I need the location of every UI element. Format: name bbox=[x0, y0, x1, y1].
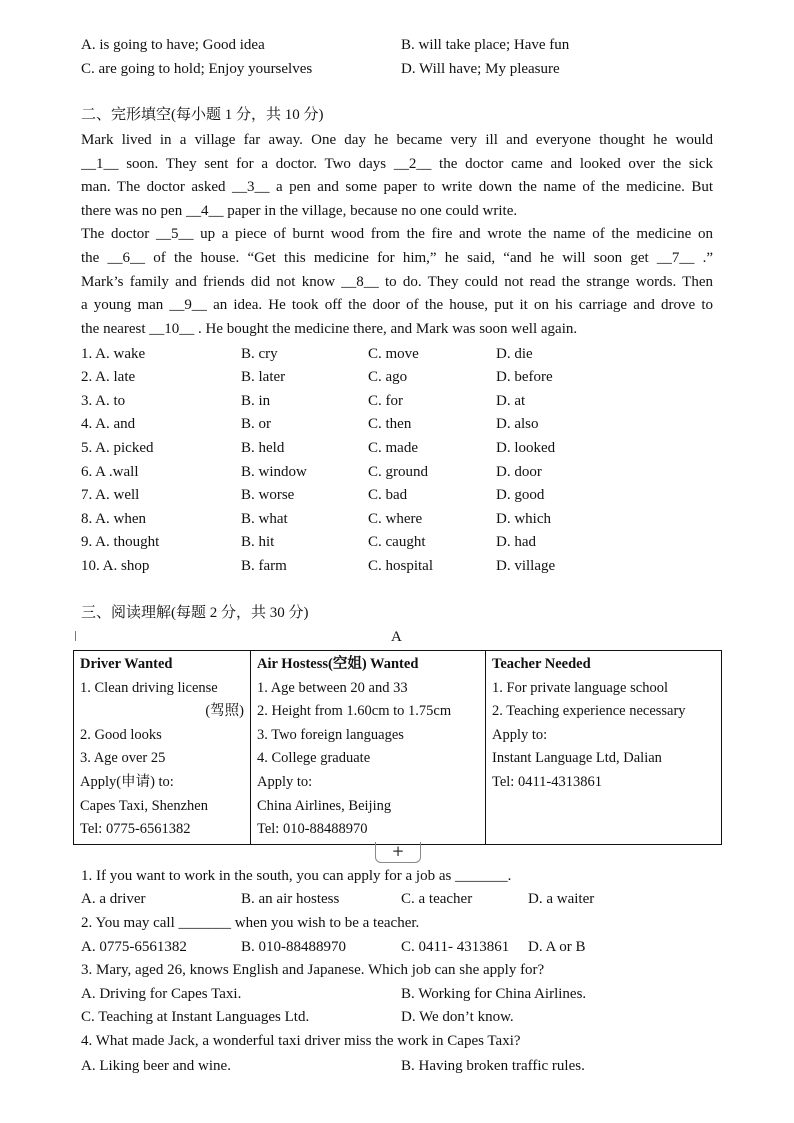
option-10a: 10. A. shop bbox=[81, 558, 150, 574]
option-9a: 9. A. thought bbox=[81, 534, 160, 550]
expand-plus-button[interactable]: + bbox=[375, 842, 421, 863]
hostess-ad-line: Apply to: bbox=[257, 773, 313, 790]
cloze-line-9: the nearest __10__ . He bought the medicine there, and Mark was soon well again. bbox=[81, 320, 578, 337]
cloze-line-6: the __6__ of the house. “Get this medicine for him,” he said, “and he will soon get __7__ .” bbox=[81, 249, 713, 266]
option-6b: B. window bbox=[241, 464, 307, 480]
question-2-option-a: A. 0775-6561382 bbox=[81, 939, 187, 955]
teacher-ad-line: Apply to: bbox=[492, 726, 548, 743]
option-4c: C. then bbox=[368, 416, 412, 432]
option-1d: D. die bbox=[496, 346, 533, 362]
option-7c: C. bad bbox=[368, 487, 408, 503]
prev-option-a: A. is going to have; Good idea bbox=[81, 37, 265, 53]
question-1-option-c: C. a teacher bbox=[401, 891, 473, 907]
question-2: 2. You may call _______ when you wish to be a teacher. bbox=[81, 915, 420, 931]
driver-ad-title: Driver Wanted bbox=[80, 656, 173, 672]
cloze-line-1: Mark lived in a village far away. One day he became very ill and everyone thought he would bbox=[81, 132, 713, 148]
cloze-passage bbox=[81, 129, 713, 341]
question-2-option-c: C. 0411- 4313861 bbox=[401, 939, 510, 955]
option-4a: 4. A. and bbox=[81, 416, 136, 432]
hostess-ad-line: 3. Two foreign languages bbox=[257, 726, 404, 743]
option-10d: D. village bbox=[496, 558, 556, 574]
question-3: 3. Mary, aged 26, knows English and Japanese. Which job can she apply for? bbox=[81, 962, 545, 978]
option-3c: C. for bbox=[368, 393, 403, 409]
question-4-option-a: A. Liking beer and wine. bbox=[81, 1058, 231, 1074]
prev-option-d: D. Will have; My pleasure bbox=[401, 61, 560, 77]
hostess-ad-phone: Tel: 010-88488970 bbox=[257, 821, 368, 838]
teacher-ad-line: 1. For private language school bbox=[492, 679, 668, 696]
option-10c: C. hospital bbox=[368, 558, 434, 574]
option-1a: 1. A. wake bbox=[81, 346, 146, 362]
question-2-option-b: B. 010-88488970 bbox=[241, 939, 346, 955]
option-9b: B. hit bbox=[241, 534, 275, 550]
question-1-option-b: B. an air hostess bbox=[241, 891, 340, 907]
option-10b: B. farm bbox=[241, 558, 287, 574]
option-4b: B. or bbox=[241, 416, 271, 432]
question-1-option-d: D. a waiter bbox=[528, 891, 595, 907]
prev-option-c: C. are going to hold; Enjoy yourselves bbox=[81, 61, 313, 77]
option-5a: 5. A. picked bbox=[81, 440, 154, 456]
job-ads-table bbox=[73, 650, 722, 845]
question-4: 4. What made Jack, a wonderful taxi driver miss the work in Capes Taxi? bbox=[81, 1033, 521, 1049]
teacher-ad-title: Teacher Needed bbox=[492, 656, 591, 672]
cloze-heading: 二、完形填空(每小题 1 分，共 10 分) bbox=[81, 107, 324, 123]
option-2a: 2. A. late bbox=[81, 369, 136, 385]
option-5d: D. looked bbox=[496, 440, 556, 456]
question-1-option-a: A. a driver bbox=[81, 891, 146, 907]
option-7d: D. good bbox=[496, 487, 545, 503]
option-3d: D. at bbox=[496, 393, 526, 409]
option-4d: D. also bbox=[496, 416, 539, 432]
driver-ad-line: (驾照) bbox=[205, 703, 244, 720]
option-8c: C. where bbox=[368, 511, 423, 527]
driver-ad-line: 1. Clean driving license bbox=[80, 679, 218, 696]
cloze-line-3: man. The doctor asked __3__ a pen and some paper to write down the name of the medicine. But bbox=[81, 179, 713, 196]
driver-ad-phone: Tel: 0775-6561382 bbox=[80, 821, 191, 838]
question-2-option-d: D. A or B bbox=[528, 939, 586, 955]
option-8b: B. what bbox=[241, 511, 288, 527]
option-3a: 3. A. to bbox=[81, 393, 126, 409]
question-3-option-d: D. We don’t know. bbox=[401, 1009, 514, 1025]
reading-heading: 三、阅读理解(每题 2 分，共 30 分) bbox=[81, 605, 309, 621]
option-5c: C. made bbox=[368, 440, 418, 456]
option-2b: B. later bbox=[241, 369, 286, 385]
hostess-ad bbox=[251, 651, 486, 845]
cloze-line-7: Mark’s family and friends did not know __8__ to do. They could not read the strange words. Then bbox=[81, 273, 713, 290]
hostess-ad-line: 2. Height from 1.60cm to 1.75cm bbox=[257, 703, 452, 720]
driver-ad-line: Capes Taxi, Shenzhen bbox=[80, 797, 208, 814]
option-2c: C. ago bbox=[368, 369, 408, 385]
question-3-option-b: B. Working for China Airlines. bbox=[401, 986, 587, 1002]
option-3b: B. in bbox=[241, 393, 271, 409]
teacher-ad-line: Instant Language Ltd, Dalian bbox=[492, 750, 662, 767]
cloze-line-5: The doctor __5__ up a piece of burnt wood from the fire and wrote the name of the medicine on bbox=[81, 226, 713, 243]
option-9d: D. had bbox=[496, 534, 536, 550]
teacher-ad bbox=[486, 651, 722, 845]
option-8d: D. which bbox=[496, 511, 551, 527]
cloze-line-2: __1__ soon. They sent for a doctor. Two days __2__ the doctor came and looked over the sick bbox=[81, 155, 713, 172]
option-8a: 8. A. when bbox=[81, 511, 146, 527]
question-3-option-c: C. Teaching at Instant Languages Ltd. bbox=[81, 1009, 310, 1025]
teacher-ad-line: 2. Teaching experience necessary bbox=[492, 703, 686, 720]
option-6c: C. ground bbox=[368, 464, 428, 480]
option-5b: B. held bbox=[241, 440, 285, 456]
hostess-ad-title: Air Hostess(空姐) Wanted bbox=[257, 656, 419, 672]
option-7b: B. worse bbox=[241, 487, 295, 503]
cloze-line-4: there was no pen __4__ paper in the village, because no one could write. bbox=[81, 202, 518, 219]
question-3-option-a: A. Driving for Capes Taxi. bbox=[81, 986, 242, 1002]
teacher-ad-phone: Tel: 0411-4313861 bbox=[492, 773, 603, 790]
passage-label: A bbox=[391, 629, 402, 645]
cloze-line-8: a young man __9__ an idea. He took off the door of the house, put it on his carriage and drove to bbox=[81, 297, 713, 314]
option-6a: 6. A .wall bbox=[81, 464, 139, 480]
question-1: 1. If you want to work in the south, you can apply for a job as _______. bbox=[81, 868, 512, 884]
hostess-ad-line: 1. Age between 20 and 33 bbox=[257, 679, 408, 696]
driver-ad-line: Apply(申请) to: bbox=[80, 773, 174, 790]
option-6d: D. door bbox=[496, 464, 542, 480]
option-1c: C. move bbox=[368, 346, 419, 362]
option-9c: C. caught bbox=[368, 534, 426, 550]
option-1b: B. cry bbox=[241, 346, 278, 362]
option-7a: 7. A. well bbox=[81, 487, 140, 503]
driver-ad-line: 2. Good looks bbox=[80, 726, 162, 743]
driver-ad-line: 3. Age over 25 bbox=[80, 750, 166, 767]
hostess-ad-line: 4. College graduate bbox=[257, 750, 371, 767]
question-4-option-b: B. Having broken traffic rules. bbox=[401, 1058, 585, 1074]
hostess-ad-line: China Airlines, Beijing bbox=[257, 797, 392, 814]
option-2d: D. before bbox=[496, 369, 553, 385]
driver-ad bbox=[74, 651, 251, 845]
prev-option-b: B. will take place; Have fun bbox=[401, 37, 570, 53]
text-cursor bbox=[75, 631, 76, 641]
